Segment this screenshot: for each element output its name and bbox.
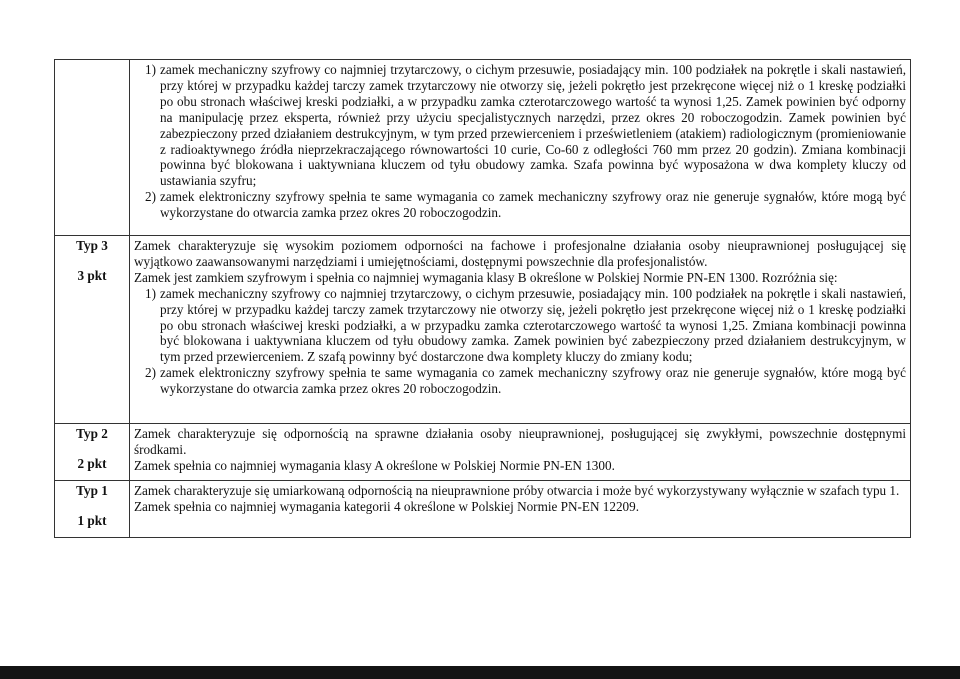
description-cell [130, 60, 911, 236]
points-label: 2 pkt [77, 455, 107, 471]
table-row-continuation [55, 60, 911, 236]
description-cell [130, 424, 911, 481]
list-item [134, 365, 906, 397]
list-item-text: zamek mechaniczny szyfrowy co najmniej trzytarczowy, o cichym przesuwie, posiadający min. 100 podziałek na pokrętle i skali nastawień, przy której w przypadku każdej tarczy zamek trzytarczowy nie otworzy się, jeżeli pokrętło jest przekręcone więcej niż o 1 kreskę podziałki po obu stronach właściwej kreski podziałki, a w przypadku zamka czterotarczowego wartość ta wynosi 1,25. Zamek powinien być odporny na manipulację przez eksperta, również przy użyciu specjalistycznych narzędzi, przez okres 20 roboczogodzin. Zamek powinien być zabezpieczony przed działaniem destrukcyjnym, w tym przed przewierceniem i prześwietleniem (atakiem) radiologicznym (promieniowanie z radioaktywnego źródła nieprzekraczającego równowartości 10 curie, Co-60 z odległości 760 mm przez 20 godzin). Zmiana kombinacji powinna być blokowana i uaktywniana kluczem od tyłu obudowy zamka. Szafa powinna być wyposażona w dwa komplety kluczy od ustawiania szyfru; [160, 62, 906, 189]
type-label: Typ 2 [76, 426, 108, 441]
type-label-cell [55, 424, 130, 481]
description-paragraph: Zamek charakteryzuje się odpornością na sprawne działania osoby nieuprawnionej, posługującej się zwykłymi, powszechnie dostępnymi środkami. [134, 426, 906, 457]
description-cell [130, 236, 911, 424]
description-paragraph: Zamek charakteryzuje się umiarkowaną odpornością na nieuprawnione próby otwarcia i może być wykorzystywany wyłącznie w szafach typu 1. [134, 483, 900, 498]
list-item-text: zamek elektroniczny szyfrowy spełnia te same wymagania co zamek mechaniczny szyfrowy oraz nie generuje sygnałów, które mogą być wykorzystane do otwarcia zamka przez okres 20 roboczogodzin. [160, 189, 906, 221]
list-item-number: 2) [145, 189, 156, 205]
type-label-cell [55, 236, 130, 424]
description-paragraph: Zamek spełnia co najmniej wymagania klasy A określone w Polskiej Normie PN-EN 1300. [134, 457, 615, 473]
description-cell [130, 481, 911, 538]
list-item [134, 62, 906, 189]
type-label-cell [55, 481, 130, 538]
points-label: 1 pkt [77, 512, 107, 528]
list-item-number: 1) [145, 62, 156, 77]
description-paragraph: Zamek charakteryzuje się wysokim poziomem odporności na fachowe i profesjonalne działania osoby nieuprawnionej posługującej się wyjątkowo zaawansowanymi narzędziami i umiejętnościami, dostępnymi powszechnie dla profesjonalistów. [134, 238, 906, 269]
list-item-number: 2) [145, 365, 156, 381]
scan-edge-bar [0, 666, 960, 679]
list-item-text: zamek elektroniczny szyfrowy spełnia te same wymagania co zamek mechaniczny szyfrowy oraz nie generuje sygnałów, które mogą być wykorzystane do otwarcia zamka przez okres 20 roboczogodzin. [160, 365, 906, 397]
points-label: 3 pkt [77, 267, 107, 283]
lock-requirements-table [54, 59, 911, 538]
table-row-typ-3 [55, 236, 911, 424]
description-paragraph: Zamek spełnia co najmniej wymagania kategorii 4 określone w Polskiej Normie PN-EN 12209. [134, 498, 640, 514]
list-item [134, 189, 906, 221]
list-item-number: 1) [145, 285, 156, 301]
list-item-text: zamek mechaniczny szyfrowy co najmniej trzytarczowy, o cichym przesuwie, posiadający min. 100 podziałek na pokrętle i skali nastawień, przy której w przypadku każdej tarczy zamek trzytarczowy nie otworzy się, jeżeli pokrętło jest przekręcone więcej niż o 1 kreskę podziałki po obu stronach właściwej kreski podziałki, a w przypadku zamka czterotarczowego wartość ta wynosi 1,25. Zmiana kombinacji powinna być blokowana i uaktywniana kluczem od tyłu obudowy zamka. Zamek powinien być zabezpieczony przed działaniem destrukcyjnym, w tym przed przewierceniem. Z szafą powinny być dostarczone dwa komplety kluczy do zmiany kodu; [160, 285, 906, 365]
description-paragraph: Zamek jest zamkiem szyfrowym i spełnia co najmniej wymagania klasy B określone w Polskiej Normie PN-EN 1300. Rozróżnia się: [134, 269, 838, 285]
type-label: Typ 3 [76, 238, 108, 253]
table-row-typ-1 [55, 481, 911, 538]
list-item [134, 286, 906, 366]
type-label: Typ 1 [76, 483, 108, 498]
type-label-cell [55, 60, 130, 236]
table-row-typ-2 [55, 424, 911, 481]
